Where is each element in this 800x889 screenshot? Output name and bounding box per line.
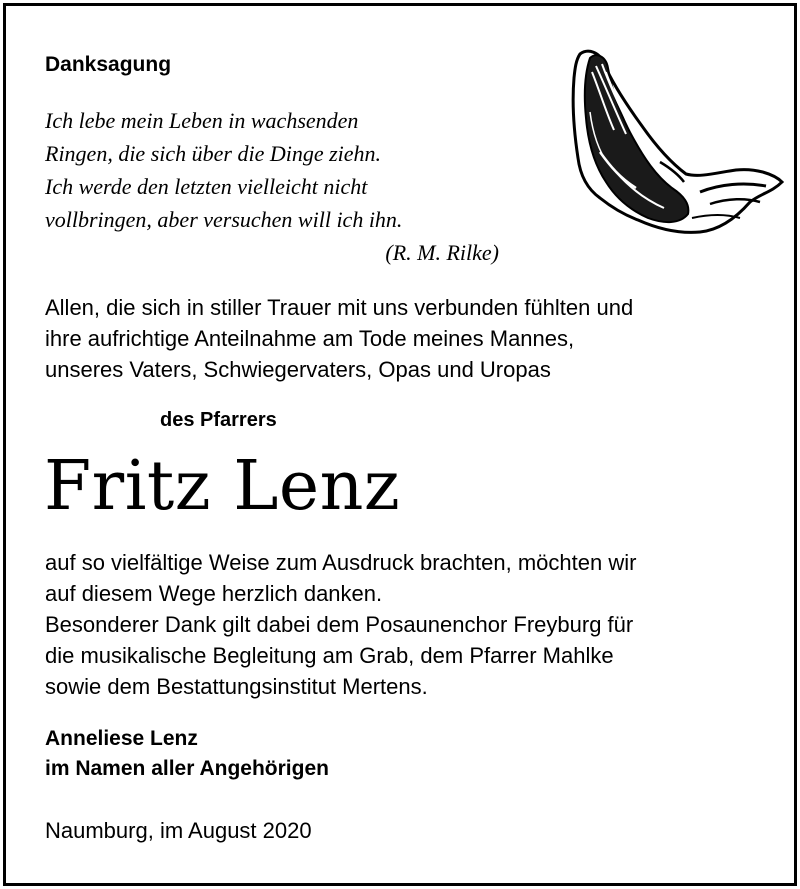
signature-name: Anneliese Lenz xyxy=(45,727,198,750)
poem-author: (R. M. Rilke) xyxy=(385,240,499,265)
text-line: Besonderer Dank gilt dabei dem Posaunenchor Freyburg für xyxy=(45,612,634,637)
text-line: Allen, die sich in stiller Trauer mit uns verbunden fühlten und xyxy=(45,295,634,320)
signature-note: im Namen aller Angehörigen xyxy=(45,757,329,780)
text-line: auf diesem Wege herzlich danken. xyxy=(45,581,383,606)
deceased-role: des Pfarrers xyxy=(160,409,277,431)
text-line: sowie dem Bestattungsinstitut Mertens. xyxy=(45,674,428,699)
poem-line: Ich werde den letzten vielleicht nicht xyxy=(45,174,368,199)
thanks-paragraph xyxy=(45,547,785,702)
praying-hands-icon xyxy=(560,42,790,238)
signature-block xyxy=(45,724,329,784)
notice-heading: Danksagung xyxy=(45,53,172,76)
poem-line: Ich lebe mein Leben in wachsenden xyxy=(45,108,359,133)
text-line: die musikalische Begleitung am Grab, dem Pfarrer Mahlke xyxy=(45,643,614,668)
poem-line: Ringen, die sich über die Dinge ziehn. xyxy=(45,141,382,166)
text-line: auf so vielfältige Weise zum Ausdruck brachten, möchten wir xyxy=(45,550,637,575)
deceased-name: Fritz Lenz xyxy=(44,447,401,526)
poem-quote xyxy=(45,104,505,269)
text-line: unseres Vaters, Schwiegervaters, Opas und Uropas xyxy=(45,357,551,382)
text-line: ihre aufrichtige Anteilnahme am Tode meines Mannes, xyxy=(45,326,575,351)
place-date: Naumburg, im August 2020 xyxy=(45,818,312,843)
intro-paragraph xyxy=(45,292,785,385)
poem-line: vollbringen, aber versuchen will ich ihn. xyxy=(45,207,403,232)
